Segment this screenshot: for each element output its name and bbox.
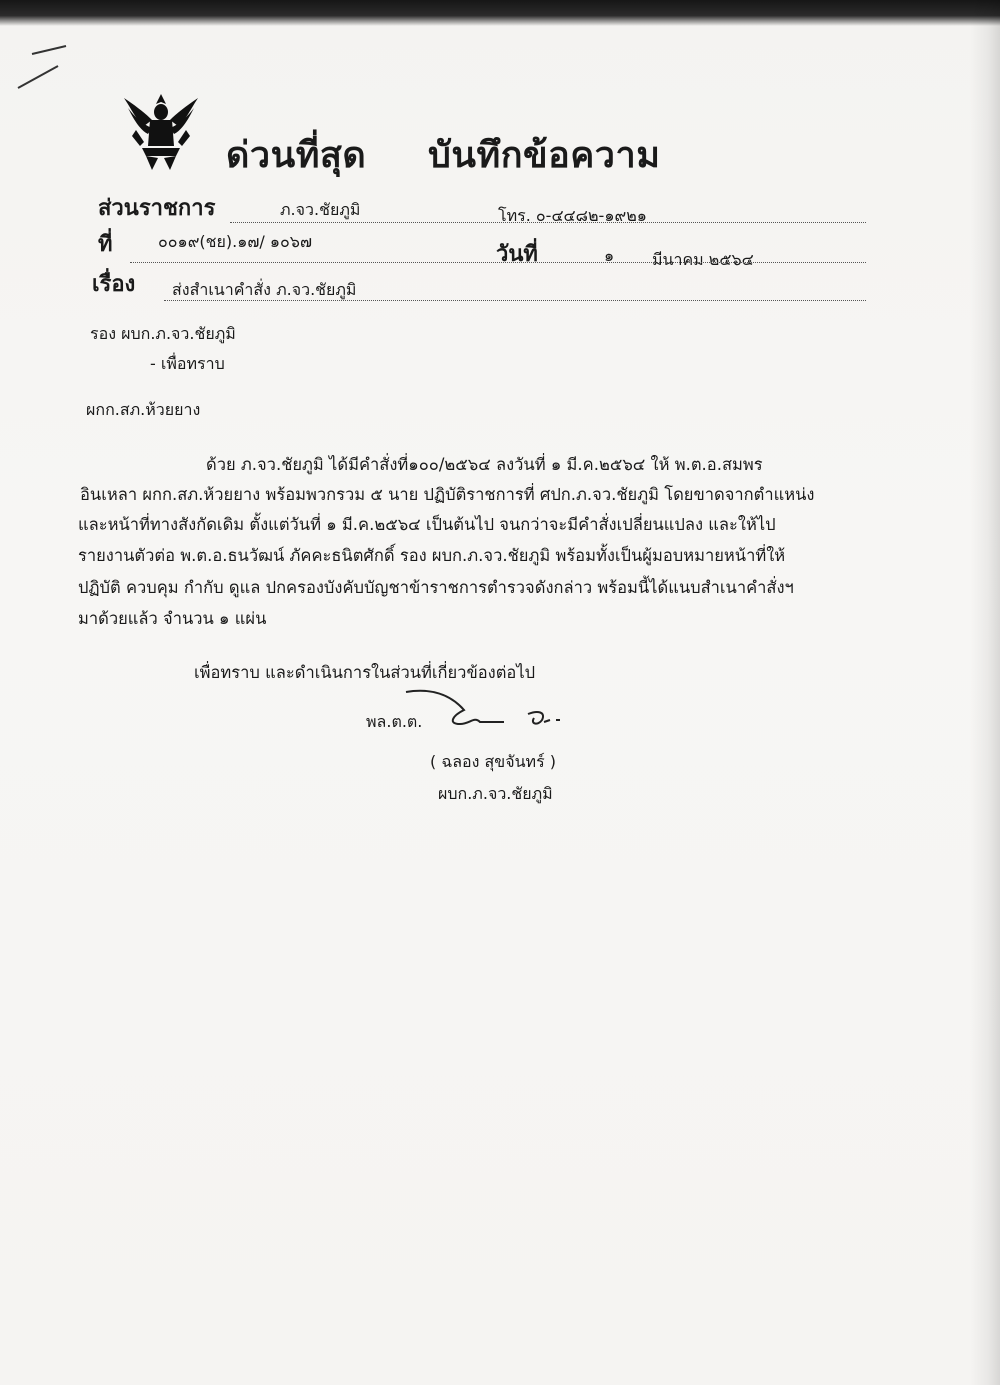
recipient-2: ผกก.สภ.ห้วยยาง xyxy=(86,400,201,419)
scan-shadow-top xyxy=(0,0,1000,26)
subject-label: เรื่อง xyxy=(92,272,136,297)
closing-line: เพื่อทราบ และดำเนินการในส่วนที่เกี่ยวข้องต่อไป xyxy=(194,663,536,682)
recipient-1: รอง ผบก.ภ.จว.ชัยภูมิ xyxy=(90,324,236,343)
date-month-year: มีนาคม ๒๕๖๔ xyxy=(652,250,754,269)
body-line-3: และหน้าที่ทางสังกัดเดิม ตั้งแต่วันที่ ๑ มี.ค.๒๕๖๔ เป็นต้นไป จนกว่าจะมีคำสั่งเปลี่ยนแปลง และให้ไป xyxy=(78,515,776,534)
reference-dotted-line xyxy=(130,262,866,263)
signatory-position: ผบก.ภ.จว.ชัยภูมิ xyxy=(438,784,553,803)
handwritten-signature-icon xyxy=(400,686,590,746)
signatory-rank: พล.ต.ต. xyxy=(366,712,423,731)
date-day: ๑ xyxy=(604,246,615,265)
department-label: ส่วนราชการ xyxy=(98,196,216,221)
body-line-6: มาด้วยแล้ว จำนวน ๑ แผ่น xyxy=(78,609,267,628)
date-label: วันที่ xyxy=(496,242,538,267)
recipient-1-note: - เพื่อทราบ xyxy=(150,354,225,373)
document-title: บันทึกข้อความ xyxy=(428,135,661,176)
reference-value: ๐๐๑๙(ชย).๑๗/ ๑๐๖๗ xyxy=(158,232,312,251)
body-line-2: อินเหลา ผกก.สภ.ห้วยยาง พร้อมพวกรวม ๕ นาย ปฏิบัติราชการที่ ศปก.ภ.จว.ชัยภูมิ โดยขาดจากตำแหน่ง xyxy=(80,485,815,504)
body-line-5: ปฏิบัติ ควบคุม กำกับ ดูแล ปกครองบังคับบัญชาข้าราชการตำรวจดังกล่าว พร้อมนี้ได้แนบสำเนาคำสั่งฯ xyxy=(78,578,794,597)
subject-value: ส่งสำเนาคำสั่ง ภ.จว.ชัยภูมิ xyxy=(172,280,357,299)
department-dotted-line xyxy=(230,222,866,223)
scan-shadow-right xyxy=(970,0,1000,1385)
phone-value: โทร. ๐-๔๔๘๒-๑๙๒๑ xyxy=(498,206,647,225)
signatory-name: ( ฉลอง สุขจันทร์ ) xyxy=(430,752,557,771)
department-value: ภ.จว.ชัยภูมิ xyxy=(280,200,361,219)
subject-dotted-line xyxy=(164,300,866,301)
garuda-emblem-icon xyxy=(122,90,200,174)
handwritten-mark-icon xyxy=(14,44,74,94)
body-line-4: รายงานตัวต่อ พ.ต.อ.ธนวัฒน์ ภัคคะธนิตศักดิ์ รอง ผบก.ภ.จว.ชัยภูมิ พร้อมทั้งเป็นผู้มอบหมายหน้าที่ให้ xyxy=(78,546,786,565)
urgency-heading: ด่วนที่สุด xyxy=(226,135,367,176)
body-line-1: ด้วย ภ.จว.ชัยภูมิ ได้มีคำสั่งที่๑๐๐/๒๕๖๔ ลงวันที่ ๑ มี.ค.๒๕๖๔ ให้ พ.ต.อ.สมพร xyxy=(206,455,763,474)
reference-label: ที่ xyxy=(98,232,113,257)
